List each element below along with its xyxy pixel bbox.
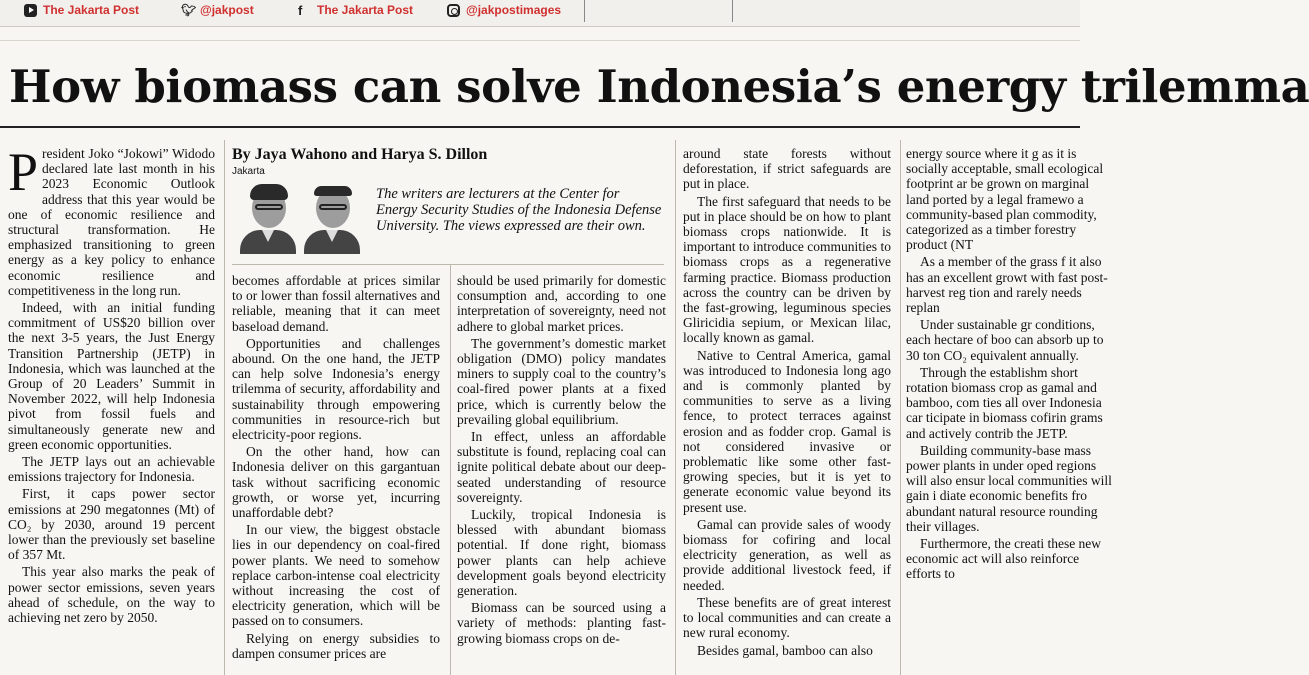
paragraph: This year also marks the peak of power sector emissions, seven years ahead of schedule, on the way to achieving net zero by 2050. — [8, 564, 215, 626]
article-column-4 — [683, 146, 891, 660]
paragraph: Opportunities and challenges abound. On the one hand, the JETP can help solve Indonesia’s energy trilemma of security, affordability and sustainability through empowering communities in resource-rich but electricity-poor regions. — [232, 335, 440, 443]
divider — [0, 40, 1080, 41]
headline-rule — [0, 126, 1080, 128]
paragraph: Luckily, tropical Indonesia is blessed with abundant biomass potential. If done right, biomass power plants can help achieve development goals beyond electricity generation. — [457, 507, 666, 599]
drop-cap: P — [8, 142, 39, 202]
facebook-handle: The Jakarta Post — [317, 3, 414, 17]
author-photo — [240, 182, 296, 252]
twitter-handle: @jakpost — [200, 3, 254, 17]
article-column-5 — [906, 146, 1114, 584]
column-divider — [675, 140, 676, 675]
paragraph: Native to Central America, gamal was introduced to Indonesia long ago and is commonly planted by communities to serve as a living fence, to protect terraces against erosion and as fodder crop. Gamal is not considered invasive or problematic like some other fast-growing species, but it is yet to generate economic value beyond its present use. — [683, 347, 891, 515]
byline: By Jaya Wahono and Harya S. Dillon — [232, 146, 488, 163]
dateline: Jakarta — [232, 166, 265, 177]
paragraph: Relying on energy subsidies to dampen consumer prices are — [232, 630, 440, 661]
article-column-1 — [8, 142, 215, 627]
paragraph: Indeed, with an initial funding commitment of US$20 billion over the next 3-5 years, the Just Energy Transition Partnership (JETP) in Indonesia, which was launched at the Group of 20 Leaders’ Summit in November 2022, will help Indonesia pivot from fossil fuels and simultaneously generate new and green economic opportunities. — [8, 300, 215, 452]
paragraph: energy source where it g as it is socially acceptable, small ecological footprint ar be grown on marginal land ported by a legal framewo a community-based plan commodity, categorized as a timber forestry product (NT — [906, 146, 1104, 253]
paragraph: should be used primarily for domestic consumption and, according to one interpretation of sovereignty, need not adhere to global market prices. — [457, 273, 666, 334]
paragraph: President Joko “Jokowi” Widodo declared late last month in his 2023 Economic Outlook address that this year would be one of economic resilience and structural transformation. He emphasized transitioning to green energy as a key policy to enhance economic resilience and competitiveness in the long run. — [8, 142, 215, 298]
paragraph: becomes affordable at prices similar to or lower than fossil alternatives and reliable, meaning that it can meet baseload demand. — [232, 273, 440, 334]
instagram-handle: @jakpostimages — [466, 3, 562, 17]
column-divider — [450, 265, 451, 675]
paragraph: Besides gamal, bamboo can also — [697, 642, 873, 658]
paragraph: In our view, the biggest obstacle lies in our dependency on coal-fired power plants. We need to somehow replace carbon-intense coal electricity without increasing the cost of electricity generation, which will be passed on to consumers. — [232, 522, 440, 629]
social-bar — [0, 0, 1080, 27]
divider — [232, 264, 664, 265]
article-column-5-clip — [906, 146, 1112, 675]
headline: How biomass can solve Indonesia’s energy trilemma — [9, 60, 1309, 113]
article-column-2 — [232, 273, 440, 663]
column-divider — [224, 140, 225, 675]
paragraph: The first safeguard that needs to be put in place should be on how to plant biomass crops nationwide. It is important to introduce communities to biomass crops as a regenerative farming practice. Biomass production across the country can be driven by the fast-growing, leguminous species Gliricidia sepium, or Mexican lilac, locally known as gamal. — [683, 193, 891, 346]
column-divider — [900, 140, 901, 675]
paragraph: The JETP lays out an achievable emissions trajectory for Indonesia. — [8, 454, 215, 485]
youtube-link[interactable] — [24, 3, 139, 17]
instagram-link[interactable] — [447, 3, 561, 17]
facebook-icon: f — [298, 2, 303, 18]
divider — [732, 0, 733, 22]
twitter-icon: 🐦︎ — [181, 2, 197, 17]
paragraph: These benefits are of great interest to local communities and can create a new rural economy. — [683, 594, 891, 641]
paragraph: Furthermore, the creati these new economic act will also reinforce efforts to — [906, 536, 1102, 582]
paragraph: Building community-base mass power plants in under oped regions will also ensur local communities will gain i diate economic benefits fro abundant natural resource rounding their villages. — [906, 442, 1112, 534]
youtube-handle: The Jakarta Post — [43, 3, 140, 17]
paragraph: Under sustainable gr conditions, each hectare of boo can absorb up to 30 ton CO₂ equivalent annually. — [906, 317, 1104, 363]
facebook-link[interactable] — [298, 3, 413, 17]
paragraph: The government’s domestic market obligation (DMO) policy mandates miners to supply coal to the country’s coal-fired power plants at a fixed price, which is currently below the prevailing global equilibrium. — [457, 335, 666, 427]
instagram-icon — [447, 4, 460, 17]
paragraph: As a member of the grass f it also has an excellent growt with fast post-harvest reg tion and rarely needs replan — [906, 254, 1108, 316]
paragraph: Gamal can provide sales of woody biomass for cofiring and local electricity generation, as well as provide additional livestock feed, if needed. — [683, 516, 891, 593]
paragraph: Biomass can be sourced using a variety of methods: planting fast-growing biomass crops on de- — [457, 600, 666, 646]
paragraph: Through the establishm short rotation biomass crop as gamal and bamboo, com ties all over Indonesia car ticipate in biomass cofirin grams and actively contrib the JETP. — [906, 364, 1103, 441]
author-bio: The writers are lecturers at the Center for Energy Security Studies of the Indonesia Defense University. The views expressed are their own. — [376, 186, 662, 235]
paragraph: In effect, unless an affordable substitute is found, replacing coal can ignite political debate about our deep-seated understanding of resource sovereignty. — [457, 429, 666, 505]
article-column-3 — [457, 273, 666, 648]
divider — [584, 0, 585, 22]
paragraph: around state forests without deforestation, if strict safeguards are put in place. — [683, 146, 891, 192]
author-photo — [304, 182, 360, 252]
twitter-link[interactable] — [181, 3, 254, 17]
paragraph: On the other hand, how can Indonesia deliver on this gargantuan task without sacrificing economic growth, or worse yet, incurring unaffordable debt? — [232, 444, 440, 521]
youtube-icon — [24, 4, 37, 17]
paragraph: First, it caps power sector emissions at 290 megatonnes (Mt) of CO₂ by 2030, around 19 percent lower than the previously set baseline of 357 Mt. — [8, 486, 215, 563]
